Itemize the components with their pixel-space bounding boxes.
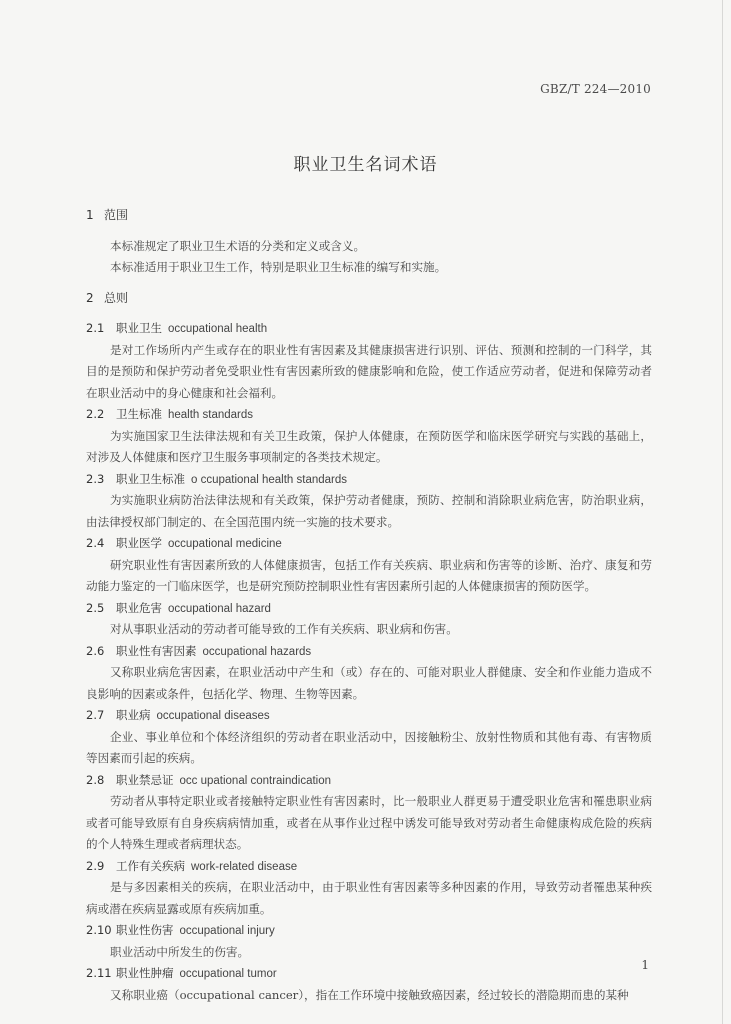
term-heading: 2.11 职业性肿瘤 occupational tumor	[86, 966, 277, 980]
term-definition: 是与多因素相关的疾病，在职业活动中，由于职业性有害因素等多种因素的作用，导致劳动者罹患某种疾病或潜在疾病显露或原有疾病加重。	[86, 880, 652, 916]
scope-paragraph: 本标准规定了职业卫生术语的分类和定义或含义。	[110, 238, 366, 253]
term-heading: 2.4 职业医学 occupational medicine	[86, 536, 282, 550]
scope-paragraph: 本标准适用于职业卫生工作，特别是职业卫生标准的编写和实施。	[110, 260, 447, 274]
term-heading: 2.9 工作有关疾病 work-related disease	[86, 858, 298, 873]
term-definition: 为实施国家卫生法律法规和有关卫生政策，保护人体健康，在预防医学和临床医学研究与实践的基础上，对涉及人体健康和医疗卫生服务事项制定的各类技术规定。	[86, 428, 652, 464]
term-heading: 2.6 职业性有害因素 occupational hazards	[86, 643, 312, 658]
section-heading-scope: 1 范围	[86, 208, 129, 222]
term-heading: 2.3 职业卫生标准 o ccupational health standards	[86, 471, 347, 486]
term-definition: 企业、事业单位和个体经济组织的劳动者在职业活动中，因接触粉尘、放射性物质和其他有毒、有害物质等因素而引起的疾病。	[86, 729, 652, 765]
standard-code: GBZ/T 224—2010	[540, 82, 651, 96]
term-definition: 劳动者从事特定职业或者接触特定职业性有害因素时，比一般职业人群更易于遭受职业危害和罹患职业病或者可能导致原有自身疾病病情加重，或者在从事作业过程中诱发可能导致对劳动者生命健康构成危险的疾病的个人特殊生理或者病理状态。	[86, 794, 652, 851]
section-heading-general: 2 总则	[86, 290, 129, 305]
term-heading: 2.7 职业病 occupational diseases	[86, 708, 270, 722]
term-definition: 为实施职业病防治法律法规和有关政策，保护劳动者健康，预防、控制和消除职业病危害，防治职业病，由法律授权部门制定的、在全国范围内统一实施的技术要求。	[86, 493, 652, 529]
document-title: 职业卫生名词术语	[293, 155, 438, 175]
page-number: 1	[641, 958, 649, 972]
term-definition: 又称职业癌（occupational cancer），指在工作环境中接触致癌因素，经过较长的潜隐期而患的某种	[110, 987, 629, 1002]
term-definition: 研究职业性有害因素所致的人体健康损害，包括工作有关疾病、职业病和伤害等的诊断、治疗、康复和劳动能力鉴定的一门临床医学，也是研究预防控制职业性有害因素所引起的人体健康损害的预防医学。	[86, 557, 652, 593]
term-heading: 2.2 卫生标准 health standards	[86, 407, 254, 421]
document-body	[86, 205, 652, 1006]
term-definition: 是对工作场所内产生或存在的职业性有害因素及其健康损害进行识别、评估、预测和控制的一门科学，其目的是预防和保护劳动者免受职业性有害因素所致的健康影响和危险，使工作适应劳动者，促进和保障劳动者在职业活动中的身心健康和社会福利。	[86, 342, 652, 400]
term-heading: 2.1 职业卫生 occupational health	[86, 321, 268, 335]
term-definition: 职业活动中所发生的伤害。	[110, 944, 250, 959]
term-definition: 又称职业病危害因素，在职业活动中产生和（或）存在的、可能对职业人群健康、安全和作业能力造成不良影响的因素或条件，包括化学、物理、生物等因素。	[86, 665, 652, 701]
term-definition: 对从事职业活动的劳动者可能导致的工作有关疾病、职业病和伤害。	[110, 622, 458, 636]
term-heading: 2.8 职业禁忌证 occ upational contraindication	[86, 772, 332, 787]
term-heading: 2.5 职业危害 occupational hazard	[86, 600, 271, 615]
term-heading: 2.10 职业性伤害 occupational injury	[86, 923, 275, 937]
